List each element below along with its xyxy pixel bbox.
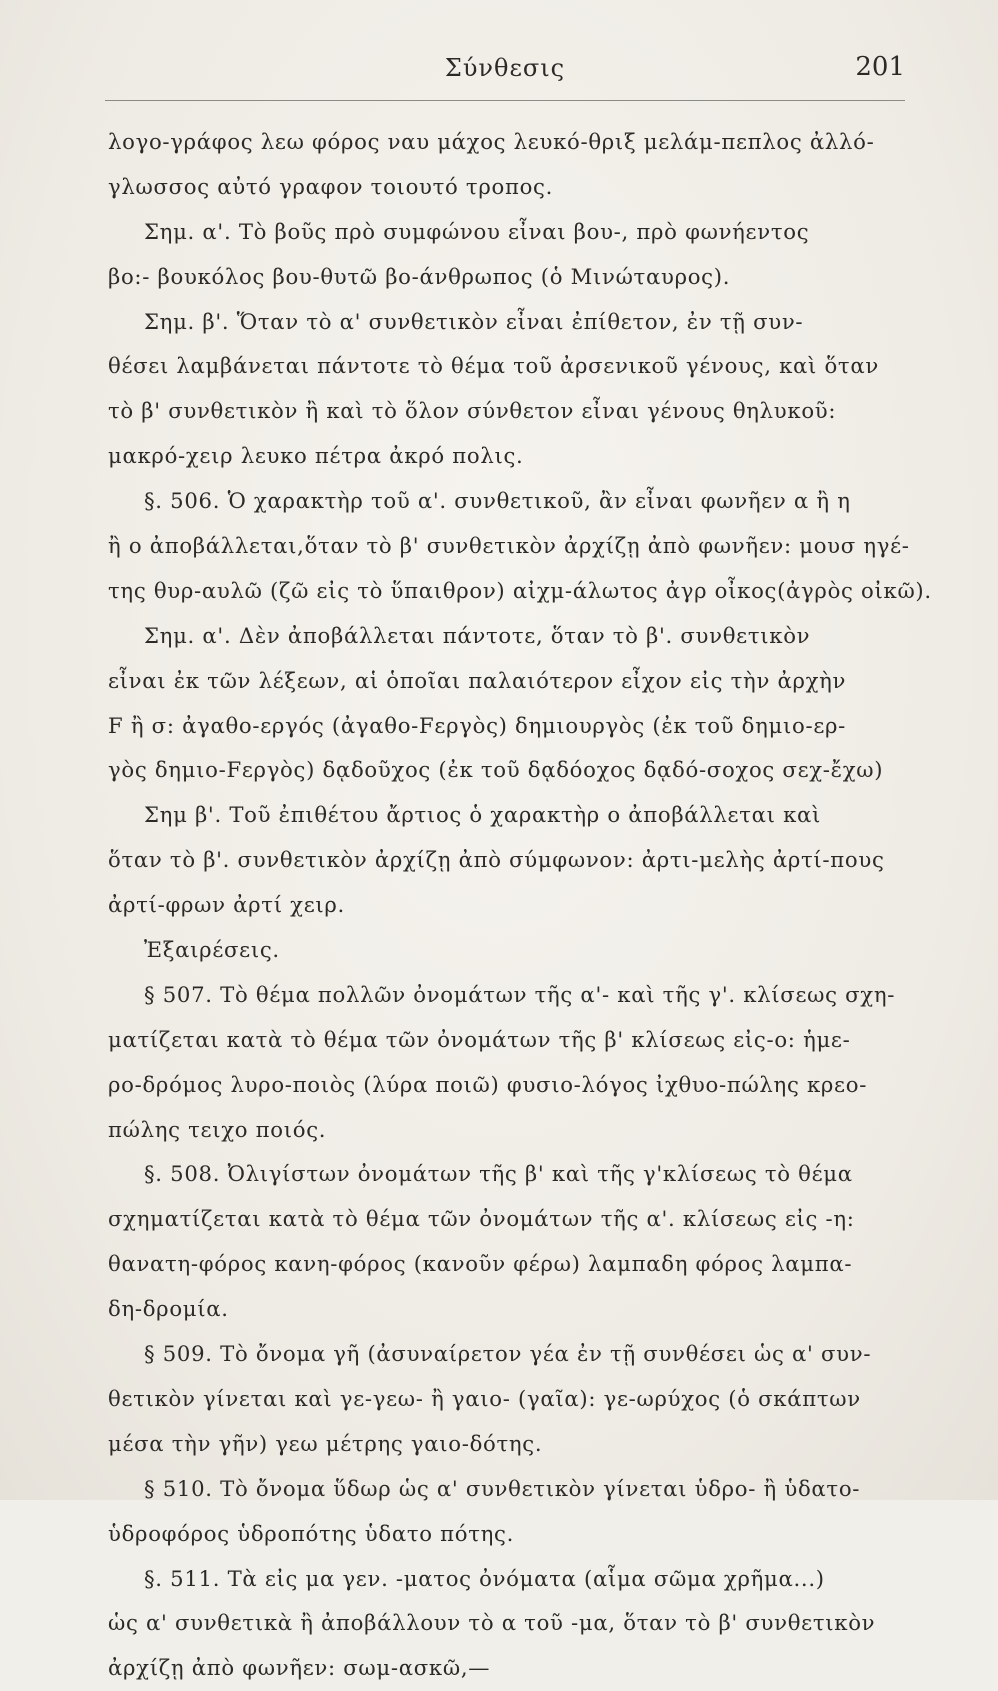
text-line: θετικὸν γίνεται καὶ γε-γεω- ἢ γαιο- (γαῖα): γε-ωρύχος (ὁ σκάπτων [108,1385,861,1411]
text-line: ὑδροφόρος ὑδροπότης ὑδατο πότης. [108,1520,515,1546]
body-text [108,120,938,1691]
text-line: § 510. Τὸ ὄνομα ὕδωρ ὡς α' συνθετικὸν γίνεται ὑδρο- ἢ ὑδατο- [144,1475,861,1501]
text-line: Ἐξαιρέσεις. [144,937,280,963]
text-line: Σημ. β'. Ὅταν τὸ α' συνθετικὸν εἶναι ἐπίθετον, ἐν τῇ συν- [144,308,804,334]
page-header [105,50,905,90]
page-number: 201 [855,52,905,82]
text-line: § 509. Τὸ ὄνομα γῆ (ἀσυναίρετον γέα ἐν τῇ συνθέσει ὡς α' συν- [144,1341,872,1367]
text-line: σχηματίζεται κατὰ τὸ θέμα τῶν ὀνομάτων τῆς α'. κλίσεως εἰς -η: [108,1206,855,1232]
text-line: F ἢ σ: ἀγαθο-εργός (ἀγαθο-Fεργὸς) δημιουργὸς (ἐκ τοῦ δημιο-ερ- [108,712,847,738]
text-line: §. 506. Ὁ χαρακτὴρ τοῦ α'. συνθετικοῦ, ἂν εἶναι φωνῆεν α ἢ η [144,488,851,514]
text-line: Σημ. α'. Δὲν ἀποβάλλεται πάντοτε, ὅταν τὸ β'. συνθετικὸν [144,622,811,648]
text-line: πώλης τειχο ποιός. [108,1116,327,1142]
text-line: ὅταν τὸ β'. συνθετικὸν ἀρχίζῃ ἀπὸ σύμφωνον: ἀρτι-μελὴς ἀρτί-πους [108,847,885,873]
text-line: § 507. Τὸ θέμα πολλῶν ὀνομάτων τῆς α'- καὶ τῆς γ'. κλίσεως σχη- [144,981,896,1007]
text-line: θανατη-φόρος κανη-φόρος (κανοῦν φέρω) λαμπαδη φόρος λαμπα- [108,1251,853,1277]
text-line: §. 508. Ὀλιγίστων ὀνομάτων τῆς β' καὶ τῆς γ'κλίσεως τὸ θέμα [144,1161,853,1187]
text-line: ἢ ο ἀποβάλλεται,ὅταν τὸ β' συνθετικὸν ἀρχίζῃ ἀπὸ φωνῆεν: μουσ ηγέ- [108,533,910,559]
text-line: ἀρτί-φρων ἀρτί χειρ. [108,892,345,918]
text-line: ἀρχίζῃ ἀπὸ φωνῆεν: σωμ-ασκῶ,— [108,1655,491,1681]
text-line: εἶναι ἐκ τῶν λέξεων, αἱ ὁποῖαι παλαιότερον εἶχον εἰς τὴν ἀρχὴν [108,667,847,693]
text-line: μακρό-χειρ λευκο πέτρα ἀκρό πολις. [108,443,524,469]
text-line: τὸ β' συνθετικὸν ἢ καὶ τὸ ὅλον σύνθετον εἶναι γένους θηλυκοῦ: [108,398,837,424]
text-line: δη-δρομία. [108,1296,229,1322]
text-line: της θυρ-αυλῶ (ζῶ εἰς τὸ ὕπαιθρον) αἰχμ-άλωτος ἀγρ οἶκος(ἀγρὸς οἰκῶ). [108,577,932,603]
running-title: Σύνθεσις [444,54,566,82]
text-line: γλωσσος αὐτό γραφον τοιουτό τροπος. [108,173,554,199]
text-line: Σημ β'. Τοῦ ἐπιθέτου ἄρτιος ὁ χαρακτὴρ ο ἀποβάλλεται καὶ [144,802,822,828]
text-line: βο:- βουκόλος βου-θυτῶ βο-άνθρωπος (ὁ Μινώταυρος). [108,263,731,289]
text-line: γὸς δημιο-Fεργὸς) δᾳδοῦχος (ἐκ τοῦ δᾳδόοχος δᾳδό-σοχος σεχ-ἔχω) [108,757,884,783]
text-line: μέσα τὴν γῆν) γεω μέτρης γαιο-δότης. [108,1430,543,1456]
text-line: ρο-δρόμος λυρο-ποιὸς (λύρα ποιῶ) φυσιο-λόγος ἰχθυο-πώλης κρεο- [108,1071,868,1097]
text-line: λογο-γράφος λεω φόρος ναυ μάχος λευκό-θριξ μελάμ-πεπλος ἀλλό- [108,129,875,154]
text-line: θέσει λαμβάνεται πάντοτε τὸ θέμα τοῦ ἀρσενικοῦ γένους, καὶ ὅταν [108,353,879,379]
text-line: ὡς α' συνθετικὰ ἢ ἀποβάλλουν τὸ α τοῦ -μα, ὅταν τὸ β' συνθετικὸν [108,1610,876,1636]
text-line: §. 511. Τὰ εἰς μα γεν. -ματος ὀνόματα (αἷμα σῶμα χρῆμα...) [144,1565,825,1591]
header-rule [105,100,905,101]
text-line: Σημ. α'. Τὸ βοῦς πρὸ συμφώνου εἶναι βου-, πρὸ φωνήεντος [144,218,810,244]
text-line: ματίζεται κατὰ τὸ θέμα τῶν ὀνομάτων τῆς β' κλίσεως εἰς-ο: ἡμε- [108,1026,851,1052]
